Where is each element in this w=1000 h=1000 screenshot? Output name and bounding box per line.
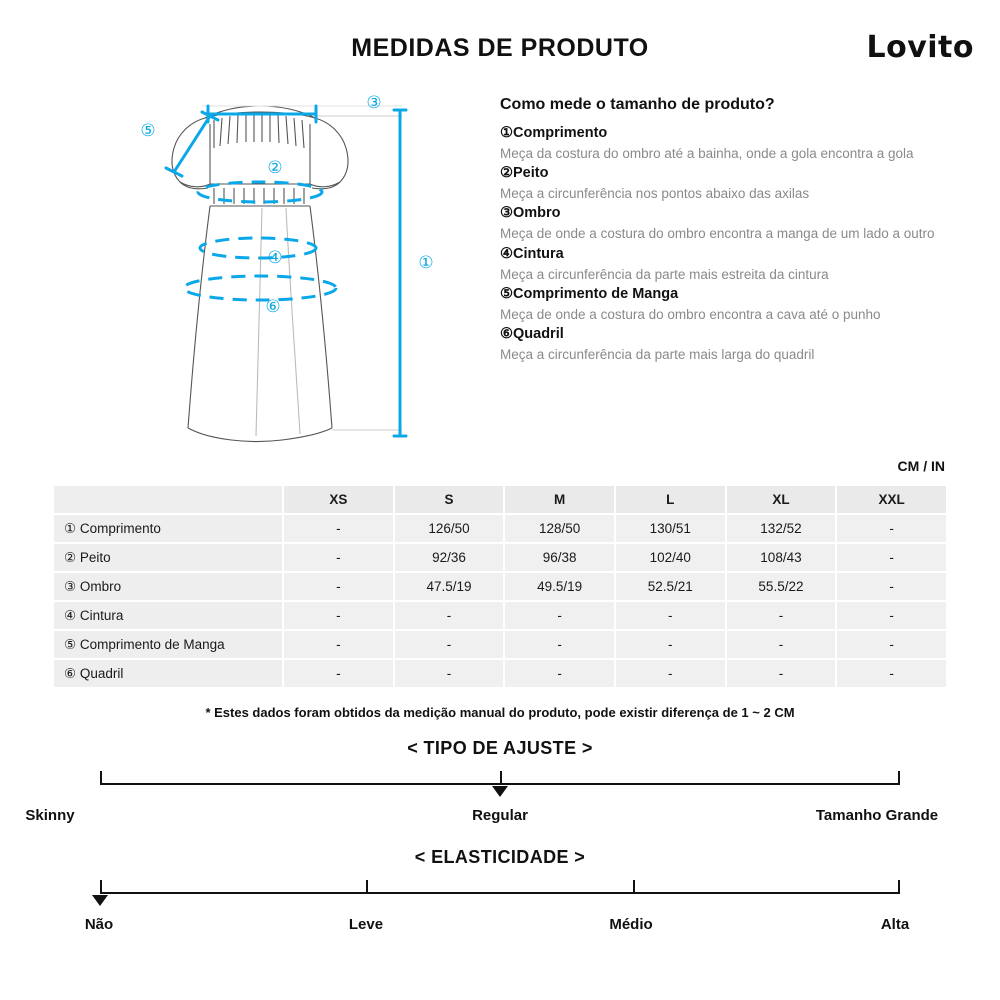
howto-item-number: ① bbox=[500, 125, 513, 141]
howto-item bbox=[500, 284, 970, 324]
table-cell: 130/51 bbox=[616, 515, 725, 542]
elasticity-scale-labels bbox=[0, 916, 1000, 938]
elasticity-tick-2 bbox=[633, 880, 635, 894]
table-cell: - bbox=[505, 602, 614, 629]
table-cell: - bbox=[837, 631, 946, 658]
table-cell: - bbox=[284, 602, 393, 629]
table-cell: - bbox=[395, 631, 504, 658]
howto-item bbox=[500, 324, 970, 364]
unit-row bbox=[0, 458, 1000, 484]
table-cell: 92/36 bbox=[395, 544, 504, 571]
howto-item bbox=[500, 123, 970, 163]
measurement-guide-section bbox=[0, 78, 1000, 458]
page-title: MEDIDAS DE PRODUTO bbox=[351, 34, 649, 62]
howto-item-name: Comprimento de Manga bbox=[513, 285, 679, 302]
row-label: ③ Ombro bbox=[54, 573, 282, 600]
table-cell: - bbox=[837, 515, 946, 542]
howto-item-desc: Meça a circunferência nos pontos abaixo das axilas bbox=[500, 186, 810, 202]
callout-5: ⑤ bbox=[140, 121, 156, 141]
elasticity-label-nao: Não bbox=[84, 916, 114, 933]
howto-item-name: Ombro bbox=[513, 205, 561, 222]
row-label: ④ Cintura bbox=[54, 602, 282, 629]
howto-item-desc: Meça a circunferência da parte mais estreita da cintura bbox=[500, 266, 829, 282]
elasticity-tick-0 bbox=[100, 880, 102, 894]
elasticity-scale-title: < ELASTICIDADE > bbox=[414, 847, 586, 867]
table-cell: - bbox=[505, 660, 614, 687]
fit-scale-axis bbox=[100, 769, 900, 803]
table-cell: - bbox=[284, 631, 393, 658]
table-cell: 52.5/21 bbox=[616, 573, 725, 600]
howto-item-name: Peito bbox=[513, 165, 549, 182]
fit-label-large: Tamanho Grande bbox=[815, 807, 939, 824]
table-col-xl: XL bbox=[727, 486, 836, 513]
fit-label-skinny: Skinny bbox=[25, 807, 75, 824]
fit-scale-labels bbox=[0, 807, 1000, 829]
howto-item-heading bbox=[500, 324, 970, 345]
table-cell: - bbox=[616, 660, 725, 687]
howto-item bbox=[500, 244, 970, 284]
elasticity-label-alta: Alta bbox=[880, 916, 910, 933]
howto-title: Como mede o tamanho de produto? bbox=[500, 96, 775, 113]
elasticity-selected-marker bbox=[92, 895, 108, 906]
howto-item-number: ⑥ bbox=[500, 325, 513, 342]
howto-item-heading bbox=[500, 244, 970, 265]
fit-label-regular: Regular bbox=[472, 807, 528, 824]
table-cell: 47.5/19 bbox=[395, 573, 504, 600]
callout-6: ⑥ bbox=[265, 297, 281, 317]
table-cell: 126/50 bbox=[395, 515, 504, 542]
table-row bbox=[54, 660, 946, 687]
howto-item-number: ⑤ bbox=[500, 285, 513, 302]
table-cell: - bbox=[616, 631, 725, 658]
table-cell: - bbox=[395, 660, 504, 687]
howto-item-desc: Meça de onde a costura do ombro encontra a manga de um lado a outro bbox=[500, 226, 935, 242]
elasticity-tick-3 bbox=[898, 880, 900, 894]
table-cell: - bbox=[616, 602, 725, 629]
elasticity-label-leve: Leve bbox=[348, 916, 384, 933]
howto-block bbox=[500, 96, 970, 364]
table-cell: - bbox=[284, 515, 393, 542]
table-row bbox=[54, 573, 946, 600]
table-cell: - bbox=[284, 544, 393, 571]
garment-diagram bbox=[110, 88, 460, 458]
table-cell: - bbox=[395, 602, 504, 629]
table-cell: - bbox=[837, 573, 946, 600]
table-cell: - bbox=[284, 660, 393, 687]
brand-logo: Lovito bbox=[866, 30, 974, 65]
row-label: ① Comprimento bbox=[54, 515, 282, 542]
fit-tick-2 bbox=[898, 771, 900, 785]
howto-item-name: Cintura bbox=[513, 245, 564, 262]
howto-item-name: Comprimento bbox=[513, 125, 608, 141]
table-cell: - bbox=[727, 602, 836, 629]
size-table bbox=[52, 484, 948, 689]
elasticity-scale-block bbox=[0, 847, 1000, 938]
size-table-wrap bbox=[0, 484, 1000, 720]
fit-tick-0 bbox=[100, 771, 102, 785]
table-header-row bbox=[54, 486, 946, 513]
howto-item-desc: Meça a circunferência da parte mais larga do quadril bbox=[500, 346, 815, 362]
table-cell: - bbox=[727, 631, 836, 658]
howto-item-name: Quadril bbox=[513, 325, 564, 342]
measurement-note: * Estes dados foram obtidos da medição manual do produto, pode existir diferença de 1 ~ 2 CM bbox=[205, 705, 795, 720]
table-cell: 132/52 bbox=[727, 515, 836, 542]
table-corner-cell bbox=[54, 486, 282, 513]
table-col-l: L bbox=[616, 486, 725, 513]
table-cell: - bbox=[837, 544, 946, 571]
howto-item bbox=[500, 203, 970, 243]
howto-item-heading bbox=[500, 203, 970, 224]
row-label: ⑤ Comprimento de Manga bbox=[54, 631, 282, 658]
table-col-xs: XS bbox=[284, 486, 393, 513]
table-cell: - bbox=[284, 573, 393, 600]
table-row bbox=[54, 515, 946, 542]
howto-item-number: ② bbox=[500, 165, 513, 182]
howto-item-number: ④ bbox=[500, 245, 513, 262]
howto-item-heading bbox=[500, 123, 970, 144]
unit-label: CM / IN bbox=[897, 458, 945, 474]
table-cell: 55.5/22 bbox=[727, 573, 836, 600]
table-row bbox=[54, 631, 946, 658]
callout-3: ③ bbox=[366, 93, 382, 113]
callout-4: ④ bbox=[267, 248, 283, 268]
table-cell: - bbox=[837, 602, 946, 629]
howto-item-desc: Meça da costura do ombro até a bainha, onde a gola encontra a gola bbox=[500, 146, 914, 162]
howto-item-heading bbox=[500, 163, 970, 184]
elasticity-label-medio: Médio bbox=[609, 916, 653, 933]
table-cell: 96/38 bbox=[505, 544, 614, 571]
table-row bbox=[54, 602, 946, 629]
callout-2: ② bbox=[267, 158, 283, 178]
elasticity-tick-1 bbox=[366, 880, 368, 894]
table-cell: 128/50 bbox=[505, 515, 614, 542]
fit-scale-title: < TIPO DE AJUSTE > bbox=[407, 738, 593, 758]
callout-1: ① bbox=[418, 253, 434, 273]
table-cell: 49.5/19 bbox=[505, 573, 614, 600]
page-header bbox=[0, 0, 1000, 78]
table-col-s: S bbox=[395, 486, 504, 513]
garment-diagram-svg bbox=[110, 88, 460, 458]
table-cell: - bbox=[727, 660, 836, 687]
table-cell: - bbox=[505, 631, 614, 658]
row-label: ② Peito bbox=[54, 544, 282, 571]
elasticity-axis-line bbox=[100, 892, 900, 894]
table-col-xxl: XXL bbox=[837, 486, 946, 513]
fit-selected-marker bbox=[492, 786, 508, 797]
row-label: ⑥ Quadril bbox=[54, 660, 282, 687]
table-cell: 102/40 bbox=[616, 544, 725, 571]
howto-item-desc: Meça de onde a costura do ombro encontra a cava até o punho bbox=[500, 306, 881, 322]
fit-scale-block bbox=[0, 738, 1000, 829]
table-cell: - bbox=[837, 660, 946, 687]
howto-item-number: ③ bbox=[500, 205, 513, 222]
table-col-m: M bbox=[505, 486, 614, 513]
table-row bbox=[54, 544, 946, 571]
fit-tick-1 bbox=[500, 771, 502, 785]
table-cell: 108/43 bbox=[727, 544, 836, 571]
howto-item-heading bbox=[500, 284, 970, 305]
howto-item bbox=[500, 163, 970, 203]
elasticity-scale-axis bbox=[100, 878, 900, 912]
